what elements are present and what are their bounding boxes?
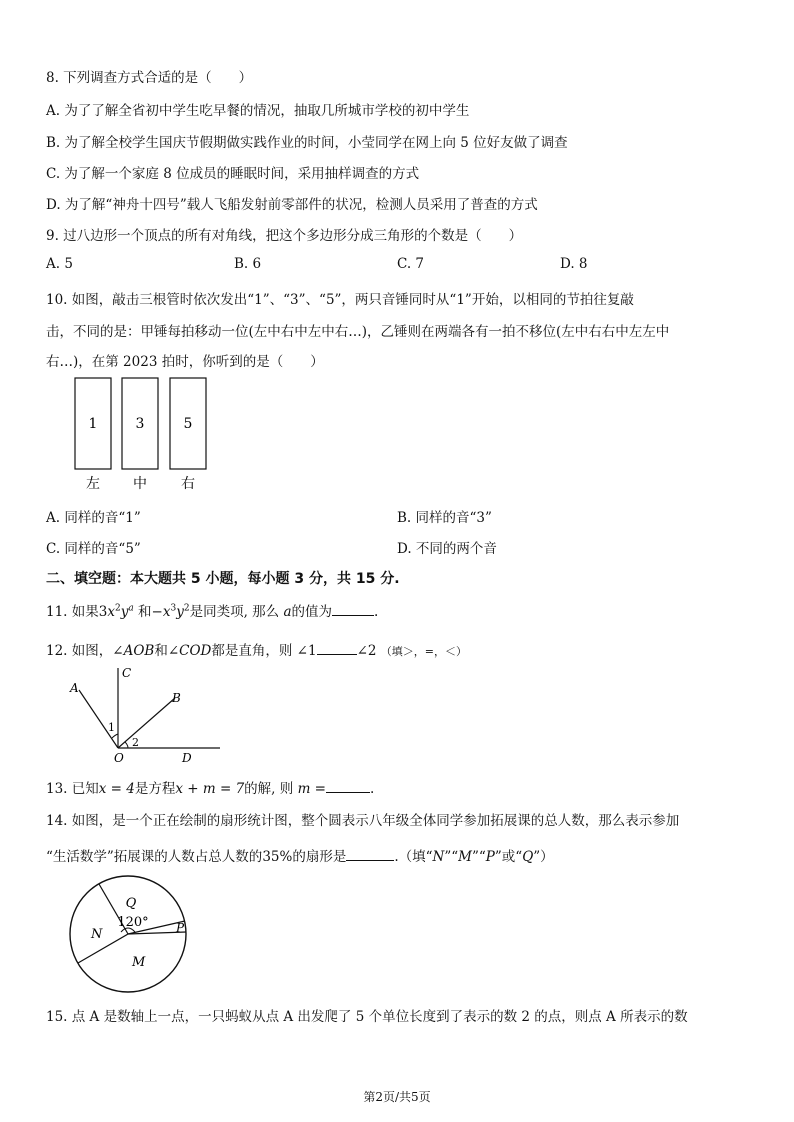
tube-middle-label: 中 bbox=[133, 476, 147, 492]
q14-line2: “生活数学”拓展课的人数占总人数的35%的扇形是 .（填“N”“M”“P”或“Q”） bbox=[46, 849, 554, 865]
label-c: C bbox=[122, 666, 132, 680]
pie-figure bbox=[68, 872, 198, 1000]
ray-ob bbox=[118, 698, 175, 748]
q8-option-a: A. 为了了解全省初中学生吃早餐的情况，抽取几所城市学校的初中学生 bbox=[46, 103, 470, 119]
q14-answer-blank bbox=[346, 848, 394, 861]
section-2-heading: 二、填空题：本大题共 5 小题，每小题 3 分，共 15 分. bbox=[46, 571, 400, 587]
q8-stem: 8. 下列调查方式合适的是（ ） bbox=[46, 70, 253, 86]
pie-label-p: P bbox=[176, 921, 185, 935]
tube-middle-number: 3 bbox=[135, 416, 145, 432]
q12: 12. 如图，∠AOB和∠COD都是直角，则 ∠1 ∠2 （填＞，=，＜） bbox=[46, 643, 467, 659]
q11-term2: $-x^3y^2$ bbox=[151, 603, 190, 620]
pie-label-n: N bbox=[91, 927, 103, 942]
q9-option-c: C. 7 bbox=[397, 256, 425, 272]
pie-radius-lower-left bbox=[78, 934, 128, 963]
q13-answer-blank bbox=[326, 780, 370, 793]
label-o: O bbox=[114, 751, 124, 765]
q10-option-a: A. 同样的音“1” bbox=[46, 510, 141, 526]
q9-stem: 9. 过八边形一个顶点的所有对角线，把这个多边形分成三角形的个数是（ ） bbox=[46, 228, 523, 244]
q10-option-c: C. 同样的音“5” bbox=[46, 541, 141, 557]
pie-label-angle: 120° bbox=[117, 915, 149, 930]
q8-option-d: D. 为了解“神舟十四号”载人飞船发射前零部件的状况，检测人员采用了普查的方式 bbox=[46, 197, 538, 213]
pie-label-q: Q bbox=[125, 896, 137, 911]
label-1: 1 bbox=[108, 721, 115, 734]
ray-oa bbox=[79, 690, 118, 748]
q10-line2: 击，不同的是：甲锤每拍移动一位(左中右中左中右…)，乙锤则在两端各有一拍不移位(左中右右中左左中 bbox=[46, 324, 670, 340]
angle-2-arc bbox=[125, 742, 128, 748]
tube-left-label: 左 bbox=[86, 476, 100, 492]
q9-option-a: A. 5 bbox=[46, 256, 73, 272]
q12-answer-blank bbox=[317, 642, 357, 655]
pie-label-m: M bbox=[132, 955, 146, 970]
q10-option-b: B. 同样的音“3” bbox=[397, 510, 492, 526]
label-b: B bbox=[172, 691, 181, 705]
q8-option-c: C. 为了解一个家庭 8 位成员的睡眠时间，采用抽样调查的方式 bbox=[46, 166, 420, 182]
page-footer: 第2页/共5页 bbox=[363, 1090, 431, 1104]
tube-right-number: 5 bbox=[183, 416, 193, 432]
tube-right-label: 右 bbox=[181, 476, 195, 492]
label-a: A bbox=[70, 681, 79, 695]
label-2: 2 bbox=[132, 736, 139, 749]
label-d: D bbox=[182, 751, 192, 765]
q10-line1: 10. 如图，敲击三根管时依次发出“1”、“3”、“5”，两只音锤同时从“1”开始，以相同的节拍往复敲 bbox=[46, 292, 634, 308]
angle-1-arc bbox=[112, 734, 118, 738]
q11-term1: $3x^2y^a$ bbox=[98, 603, 134, 620]
q11-answer-blank bbox=[332, 603, 374, 616]
q8-option-b: B. 为了解全校学生国庆节假期做实践作业的时间，小莹同学在网上向 5 位好友做了调查 bbox=[46, 135, 568, 151]
q14-line1: 14. 如图，是一个正在绘制的扇形统计图，整个圆表示八年级全体同学参加拓展课的总人数，那么表示参加 bbox=[46, 813, 680, 829]
q10-option-d: D. 不同的两个音 bbox=[397, 541, 497, 557]
q9-option-b: B. 6 bbox=[234, 256, 262, 272]
q13: 13. 已知x = 4是方程x + m = 7的解, 则 m = . bbox=[46, 781, 375, 797]
angle-figure bbox=[62, 664, 232, 766]
q10-line3: 右…)，在第 2023 拍时，你听到的是（ ） bbox=[46, 354, 324, 370]
tube-left-number: 1 bbox=[88, 416, 98, 432]
q15-line1: 15. 点 A 是数轴上一点，一只蚂蚁从点 A 出发爬了 5 个单位长度到了表示的数 2 的点，则点 A 所表示的数 bbox=[46, 1009, 688, 1025]
q11: 11. 如果$3x^2y^a$ 和$-x^3y^2$是同类项, 那么 a的值为 . bbox=[46, 603, 379, 620]
q9-option-d: D. 8 bbox=[560, 256, 588, 272]
tubes-figure bbox=[60, 372, 230, 494]
